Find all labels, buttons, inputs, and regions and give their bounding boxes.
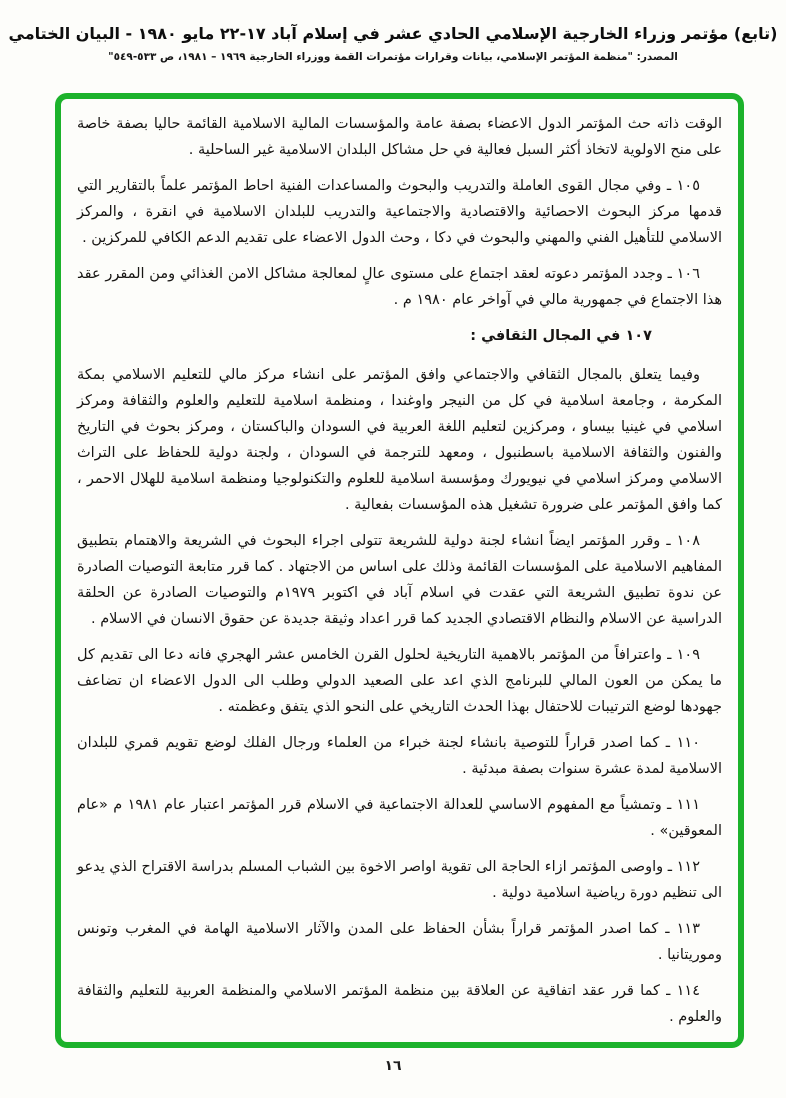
paragraph-114: ١١٤ ـ كما قرر عقد اتفاقية عن العلاقة بين منظمة المؤتمر الاسلامي والمنظمة العربية للتعليم والثقافة والعلوم .	[77, 983, 722, 1025]
paragraph-106: ١٠٦ ـ وجدد المؤتمر دعوته لعقد اجتماع على مستوى عالٍ لمعالجة مشاكل الامن الغذائي ومن المقرر عقد هذا الاجتماع في جمهورية مالي في آواخر عام ١٩٨٠ م .	[77, 266, 722, 308]
paragraph-108: ١٠٨ ـ وقرر المؤتمر ايضاً انشاء لجنة دولية للشريعة تتولى اجراء البحوث في الشريعة والاهتمام بتطبيق المفاهيم الاسلامية على المؤسسات القائمة وذلك على اساس من الاجتهاد . كما قرر متابعة التوصيات الصادرة عن ندوة تطبيق الشريعة التي عقدت في اسلام آباد في اكتوبر ١٩٧٩م والتوصيات الصادرة عن الحلقة الدراسية عن الاسلام والنظام الاقتصادي الجديد كما قرر اعداد وثيقة جديدة عن حقوق الانسان في الاسلام .	[77, 533, 722, 627]
document-source: المصدر: "منظمة المؤتمر الإسلامي، بيانات وقرارات مؤتمرات القمة ووزراء الخارجية ١٩٦٩ – ١٩٨١، ص ٥٣٣-٥٤٩"	[108, 51, 678, 63]
paragraph-continuation: الوقت ذاته حث المؤتمر الدول الاعضاء بصفة عامة والمؤسسات المالية الاسلامية القائمة حاليا بصفة خاصة على منح الاولوية لاتخاذ أكثر السبل فعالية في حل مشاكل البلدان الاسلامية غير الساحلية .	[77, 116, 722, 158]
highlight-border-box	[55, 93, 744, 1048]
paragraph-111: ١١١ ـ وتمشياً مع المفهوم الاساسي للعدالة الاجتماعية في الاسلام قرر المؤتمر اعتبار عام ١٩٨١ م «عام المعوقين» .	[77, 797, 722, 839]
page-number: ١٦	[384, 1058, 402, 1074]
paragraph-113: ١١٣ ـ كما اصدر المؤتمر قراراً بشأن الحفاظ على المدن والآثار الاسلامية الهامة في المغرب وتونس وموريتانيا .	[77, 921, 722, 963]
document-header	[0, 24, 786, 63]
paragraph-112: ١١٢ ـ واوصى المؤتمر ازاء الحاجة الى تقوية اواصر الاخوة بين الشباب المسلم بدراسة الاقتراح الذي يدعو الى تنظيم دورة رياضية اسلامية دولية .	[77, 859, 722, 901]
section-heading-107: ١٠٧ في المجال الثقافي :	[470, 328, 652, 344]
paragraph-109: ١٠٩ ـ واعترافاً من المؤتمر بالاهمية التاريخية لحلول القرن الخامس عشر الهجري فانه دعا الى تقديم كل ما يمكن من العون المالي للبرنامج الذي اعد على الصعيد الدولي وطلب الى الدول الاعضاء ان تضاعف جهودها لوضع الترتيبات للاحتفال بهذا الحدث التاريخي على النحو الذي يتفق وعظمته .	[77, 647, 722, 715]
paragraph-110: ١١٠ ـ كما اصدر قراراً للتوصية بانشاء لجنة خبراء من العلماء ورجال الفلك لوضع تقويم قمري للبلدان الاسلامية لمدة عشرة سنوات بصفة مبدئية .	[77, 735, 722, 777]
paragraph-105: ١٠٥ ـ وفي مجال القوى العاملة والتدريب والبحوث والمساعدات الفنية احاط المؤتمر علماً بالتقارير التي قدمها مركز البحوث الاحصائية والاقتصادية والاجتماعية والتدريب للبلدان الاسلامية في انقرة ، والمركز الاسلامي للتأهيل الفني والمهني والبحوث في دكا ، وحث الدول الاعضاء على تقديم الدعم الكافي للمركزين .	[77, 178, 722, 246]
document-title: (تابع) مؤتمر وزراء الخارجية الإسلامي الحادي عشر في إسلام آباد ١٧-٢٢ مايو ١٩٨٠ - البيان الختامي	[8, 24, 778, 43]
paragraph-cultural-field: وفيما يتعلق بالمجال الثقافي والاجتماعي وافق المؤتمر على انشاء مركز مالي للتعليم الاسلامي بمكة المكرمة ، وجامعة اسلامية في كل من النيجر واوغندا ، ومنظمة اسلامية للتعليم والعلوم والثقافة ومركز اسلامي في غينيا بيساو ، ومركزين لتعليم اللغة العربية في السودان والباكستان ، ومركز بحوث في التاريخ والفنون والثقافة الاسلامية باسطنبول ، ومعهد للترجمة في السودان ، ولجنة دولية للحفاظ على التراث الاسلامي ومركز اسلامي في نيويورك ومؤسسة اسلامية للعلوم والتكنولوجيا ومنظمة اسلامية للهلال الاحمر ، كما وافق المؤتمر على ضرورة تشغيل هذه المؤسسات بفعالية .	[77, 367, 722, 513]
